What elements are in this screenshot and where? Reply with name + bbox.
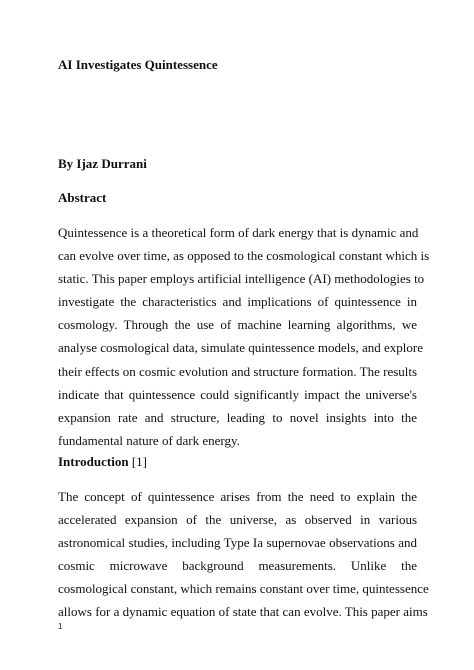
abstract-line: cosmology. Through the use of machine learning algorithms, we: [58, 317, 417, 333]
abstract-line: fundamental nature of dark energy.: [58, 432, 240, 448]
introduction-line: The concept of quintessence arises from the need to explain the: [58, 489, 417, 504]
introduction-line: cosmic microwave background measurements. Unlike the: [58, 558, 417, 574]
abstract-paragraph: [58, 221, 430, 452]
paper-title: AI Investigates Quintessence: [58, 57, 218, 72]
abstract-line: expansion rate and structure, leading to novel insights into the: [58, 409, 417, 425]
introduction-heading: [58, 454, 147, 470]
abstract-heading: Abstract: [58, 190, 107, 205]
introduction-heading-text: Introduction: [58, 454, 129, 469]
abstract-line: their effects on cosmic evolution and structure formation. The results: [58, 363, 418, 379]
abstract-line: can evolve over time, as opposed to the cosmological constant which is: [58, 248, 430, 264]
introduction-line: astronomical studies, including Type Ia supernovae observations and: [58, 535, 417, 551]
page-number: 1: [58, 622, 63, 631]
abstract-line: Quintessence is a theoretical form of dark energy that is dynamic and: [58, 225, 419, 240]
introduction-paragraph: [58, 485, 429, 624]
citation-reference: [1]: [131, 454, 147, 469]
author-line: By Ijaz Durrani: [58, 156, 147, 171]
abstract-line: indicate that quintessence could significantly impact the universe's: [58, 386, 417, 402]
abstract-line: analyse cosmological data, simulate quintessence models, and explore: [58, 340, 423, 356]
introduction-line: accelerated expansion of the universe, as observed in various: [58, 512, 417, 528]
introduction-line: allows for a dynamic equation of state that can evolve. This paper aims: [58, 604, 428, 620]
abstract-line: investigate the characteristics and implications of quintessence in: [58, 294, 417, 310]
abstract-line: static. This paper employs artificial intelligence (AI) methodologies to: [58, 271, 425, 287]
introduction-line: cosmological constant, which remains constant over time, quintessence: [58, 581, 429, 597]
